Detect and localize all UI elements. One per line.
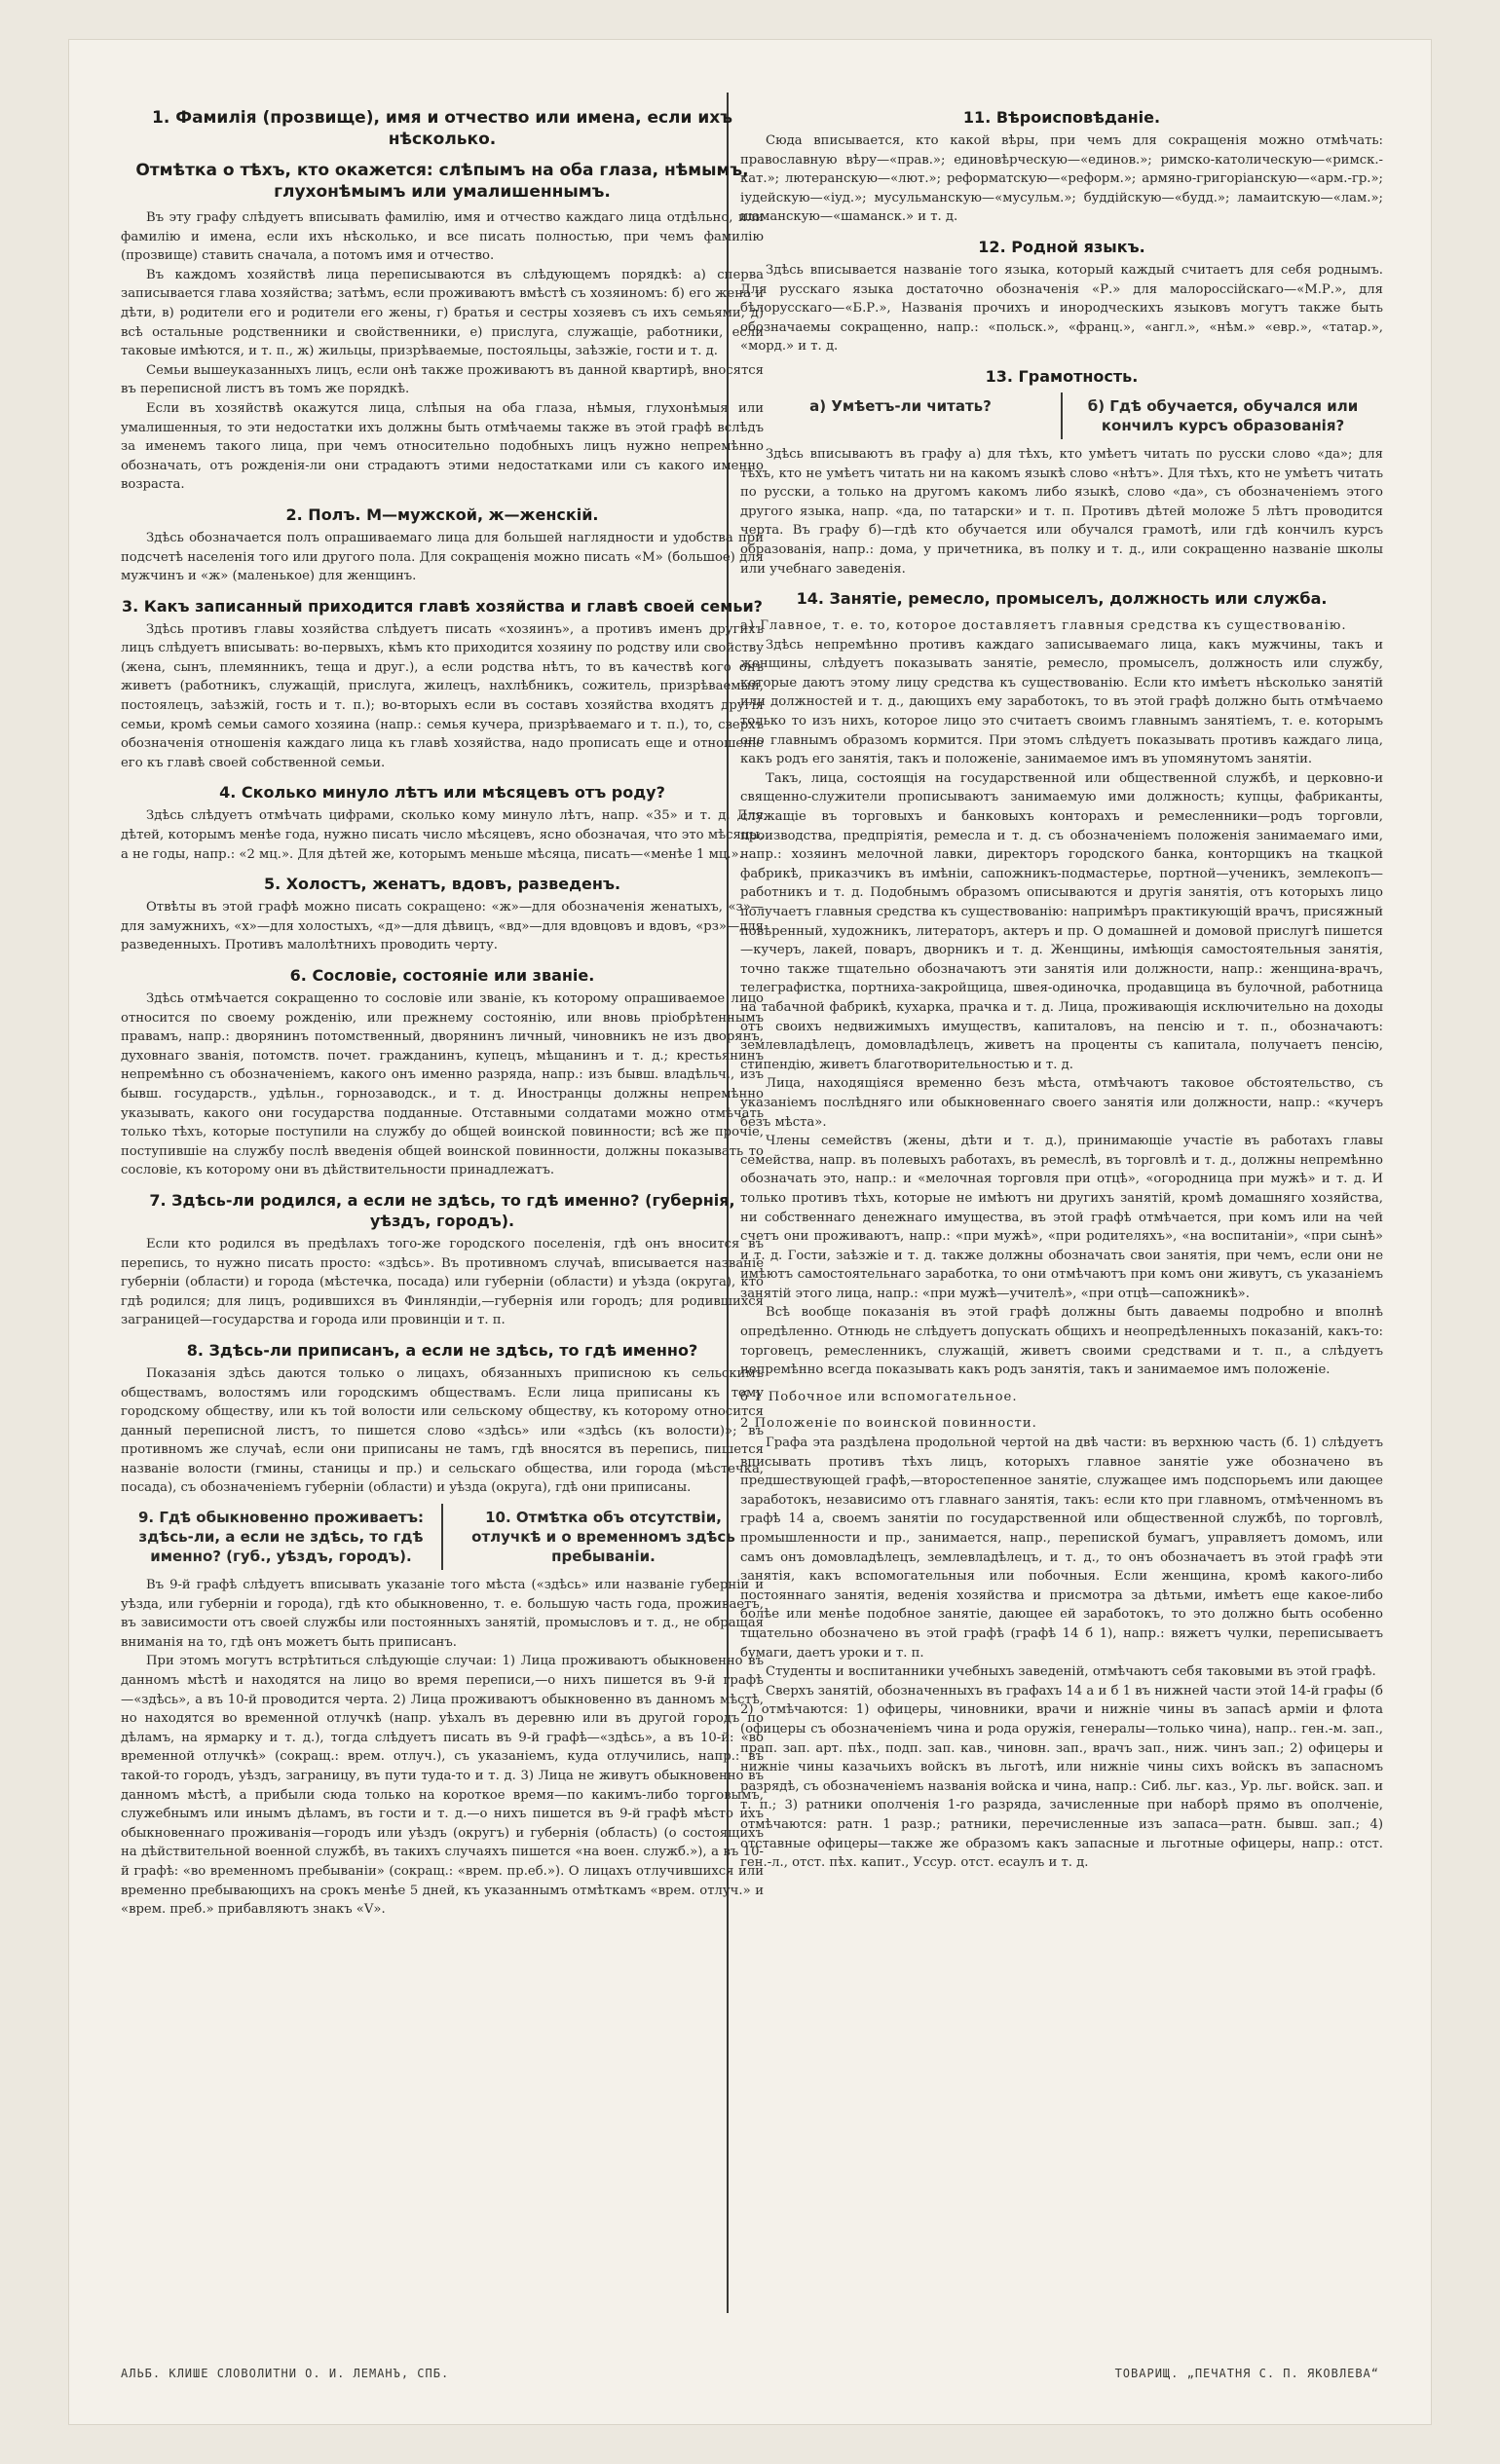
section-7-title: 7. Здѣсь-ли родился, а если не здѣсь, то гдѣ именно? (губернія, уѣздъ, городъ). xyxy=(149,1190,735,1230)
section-13a-label: а) Умѣетъ-ли читать? xyxy=(809,396,992,415)
left-column xyxy=(121,97,764,1920)
section-4-title: 4. Сколько минуло лѣтъ или мѣсяцевъ отъ роду? xyxy=(219,783,665,803)
section-14-para-1: Здѣсь непремѣнно противъ каждаго записываемаго лица, какъ мужчины, такъ и женщины, слѣдуетъ показывать занятіе, ремесло, промыселъ, должность или службу, которые даютъ этому лицу средства къ существованію. Если кто имѣетъ нѣсколько занятій или должностей и т. д., дающихъ ему заработокъ, то въ этой графѣ должно быть отмѣчаемо только то изъ нихъ, которое лицо это считаетъ своимъ главнымъ занятіемъ, т. е. которымъ оно главнымъ образомъ кормится. При этомъ слѣдуетъ показывать противъ каждаго лица, какъ родъ его занятія, такъ и положеніе, занимаемое имъ въ упомянутомъ занятіи. xyxy=(740,637,1383,767)
section-14b1-label: б 1 Побочное или вспомогательное. xyxy=(740,1389,1018,1404)
section-14-para-6: Графа эта раздѣлена продольной чертой на двѣ части: въ верхнюю часть (б. 1) слѣдуетъ вписывать противъ тѣхъ лицъ, которыхъ главное занятіе уже обозначено въ предшествующей графѣ,—второстепенное занятіе, служащее имъ подспорьемъ или дающее заработокъ, независимо отъ главнаго занятія, такъ: если кто при главномъ, отмѣченномъ въ графѣ 14 а, своемъ занятіи по государственной или общественной службѣ, по торговлѣ, промышленности и пр., занимается, напр., перепиской бумагъ, управляетъ домомъ, или самъ онъ домовладѣлецъ, землевладѣлецъ, и т. д., то онъ обозначаетъ въ этой графѣ эти занятія, какъ вспомогательныя или побочныя. Если женщина, кромѣ какого-либо постояннаго занятія, веденія хозяйства и присмотра за дѣтьми, имѣетъ еще какое-либо болѣе или менѣе подобное занятіе, дающее ей заработокъ, то это должно быть особенно тщательно обозначено въ этой графѣ (графѣ 14 б 1), напр.: вяжетъ чулки, переписываетъ бумаги, даетъ уроки и т. п. xyxy=(740,1436,1383,1661)
section-9-para-2: При этомъ могутъ встрѣтиться слѣдующіе случаи: 1) Лица проживаютъ обыкновенно въ данномъ мѣстѣ и находятся на лицо во время переписи,—о нихъ пишется въ 9-й графѣ—«здѣсь», а въ 10-й проводится черта. 2) Лица проживаютъ обыкновенно въ данномъ мѣстѣ, но находятся во временной отлучкѣ (напр. уѣхалъ въ деревню или въ другой городъ по дѣламъ, на ярмарку и т. д.), тогда слѣдуетъ писать въ 9-й графѣ—«здѣсь», а въ 10-й: «во временной отлучкѣ» (сокращ.: врем. отлуч.), съ указаніемъ, куда отлучились, напр.: въ такой-то городъ, уѣздъ, заграницу, въ пути туда-то и т. д. 3) Лица не живутъ обыкновенно въ данномъ мѣстѣ, а прибыли сюда только на короткое время—по какимъ-либо торговымъ, служебнымъ или инымъ дѣламъ, въ гости и т. д.—о нихъ пишется въ 9-й графѣ мѣсто ихъ обыкновеннаго проживанія—городъ или уѣздъ (округъ) и губернія (область) (о состоящихъ на дѣйствительной военной службѣ, въ такихъ случаяхъ пишется «на воен. служб.»), а въ 10-й графѣ: «во временномъ пребываніи» (сокращ.: «врем. пр.еб.»). О лицахъ отлучившихся или временно пребывающихъ на срокъ менѣе 5 дней, къ указаннымъ отмѣткамъ «врем. отлуч.» и «врем. преб.» прибавляютъ знакъ «V». xyxy=(121,1654,764,1918)
section-13-subheader xyxy=(740,392,1383,439)
section-11-title: 11. Вѣроисповѣданіе. xyxy=(962,108,1161,127)
section-6-title: 6. Сословіе, состояніе или званіе. xyxy=(289,966,595,985)
section-2-title: 2. Полъ. М—мужской, ж—женскій. xyxy=(285,504,599,524)
printer-imprint-left: АЛЬБ. КЛИШЕ СЛОВОЛИТНИ О. И. ЛЕМАНЪ, СПБ. xyxy=(121,2367,450,2380)
right-column xyxy=(740,97,1383,1873)
section-8-title: 8. Здѣсь-ли приписанъ, а если не здѣсь, то гдѣ именно? xyxy=(186,1340,698,1360)
section-9-title: 9. Гдѣ обыкновенно проживаетъ: здѣсь-ли, а если не здѣсь, то гдѣ именно? (губ., уѣздъ, городъ). xyxy=(138,1509,424,1566)
section-13-title: 13. Грамотность. xyxy=(985,366,1139,386)
section-12-para-1: Здѣсь вписывается названіе того языка, который каждый считаетъ для себя роднымъ. Для русскаго языка достаточно обозначенія «Р.» для малороссійскаго—«М.Р.», для бѣлорусскаго—«Б.Р.», Названія прочихъ и инородческихъ языковъ могутъ также быть обозначаемы сокращенно, напр.: «польск.», «франц.», «англ.», «нѣм.» «евр.», «татар.», «морд.» и т. д. xyxy=(740,262,1383,355)
section-5-para-1: Отвѣты въ этой графѣ можно писать сокращено: «ж»—для обозначенія женатыхъ, «з»—для замужнихъ, «х»—для холостыхъ, «д»—для дѣвицъ, «вд»—для вдовцовъ и вдовъ, «рз»—для разведенныхъ. Противъ малолѣтнихъ проводить черту. xyxy=(121,900,764,953)
section-1-para-4: Если въ хозяйствѣ окажутся лица, слѣпыя на оба глаза, нѣмыя, глухонѣмыя или умалишенныя, то эти недостатки ихъ должны быть отмѣчаемы также въ этой графѣ вслѣдъ за именемъ такого лица, при чемъ относительно подобныхъ лицъ нужно непремѣнно обозначать, отъ рожденія-ли они страдаютъ этими недостатками или съ какого именно возраста. xyxy=(121,400,764,493)
section-14-para-3: Лица, находящіяся временно безъ мѣста, отмѣчаютъ таковое обстоятельство, съ указаніемъ послѣдняго или обыкновеннаго своего занятія или должности, напр.: «кучеръ безъ мѣста». xyxy=(740,1076,1383,1130)
section-13-para-1: Здѣсь вписываютъ въ графу а) для тѣхъ, кто умѣетъ читать по русски слово «да»; для тѣхъ, кто не умѣетъ читать ни на какомъ языкѣ слово «нѣтъ». Для тѣхъ, кто не умѣетъ читать по русски, а только на другомъ какомъ либо языкѣ, слово «да», съ обозначеніемъ этого другого языка, напр. «да, по татарски» и т. п. Противъ дѣтей моложе 5 лѣтъ проводится черта. Въ графу б)—гдѣ кто обучается или обучался грамотѣ, или гдѣ кончилъ курсъ образованія, напр.: дома, у причетника, въ полку и т. д., или сокращенно названіе школы или учебнаго заведенія. xyxy=(740,446,1383,577)
section-1-para-3: Семьи вышеуказанныхъ лицъ, если онѣ также проживаютъ въ данной квартирѣ, вносятся въ переписной листъ въ томъ же порядкѣ. xyxy=(121,362,764,397)
section-11-para-1: Сюда вписывается, кто какой вѣры, при чемъ для сокращенія можно отмѣчать: православную вѣру—«прав.»; единовѣрческую—«единов.»; римско-католическую—«римск.-кат.»; лютеранскую—«лют.»; реформатскую—«реформ.»; армяно-григоріанскую—«арм.-гр.»; іудейскую—«іуд.»; мусульманскую—«мусульм.»; буддійскую—«будд.»; ламаитскую—«лам.»; шаманскую—«шаманск.» и т. д. xyxy=(740,133,1383,225)
section-9-10-header xyxy=(121,1504,764,1570)
section-10-title: 10. Отмѣтка объ отсутствіи, отлучкѣ и о временномъ здѣсь пребываніи. xyxy=(441,1504,764,1570)
section-1-para-1: Въ эту графу слѣдуетъ вписывать фамилію, имя и отчество каждаго лица отдѣльно, или фамилію и имена, если ихъ нѣсколько, и все писать полностью, при чемъ фамилію (прозвище) ставить сначала, а потомъ имя и отчество. xyxy=(121,210,764,264)
section-14-title: 14. Занятіе, ремесло, промыселъ, должность или служба. xyxy=(796,589,1328,609)
section-1-note: Отмѣтка о тѣхъ, кто окажется: слѣпымъ на оба глаза, нѣмымъ, глухонѣмымъ или умалишеннымъ. xyxy=(135,161,749,202)
section-14-para-2: Такъ, лица, состоящія на государственной или общественной службѣ, и церковно-и священно-служители прописываютъ занимаемую ими должность; купцы, фабриканты, служащіе въ торговыхъ и банковыхъ конторахъ и ремесленники—родъ торговли, производства, предпріятія, ремесла и т. д. съ обозначеніемъ положенія занимаемаго ими, напр.: хозяинъ мелочной лавки, директоръ городского банка, конторщикъ на ткацкой фабрикѣ, приказчикъ въ имѣніи, сапожникъ-подмастерье, портной—ученикъ, землекопъ—работникъ и т. д. Подобнымъ образомъ описываются и другія занятія, отъ которыхъ лицо получаетъ главныя средства къ существованію: напримѣръ практикующій врачъ, присяжный повѣренный, художникъ, литераторъ, актеръ и пр. О домашней и домовой прислугѣ пишется—кучеръ, лакей, поваръ, дворникъ и т. д. Женщины, имѣющія самостоятельныя занятія, точно также тщательно обозначаютъ эти занятія или должности, напр.: женщина-врачъ, телеграфистка, портниха-закройщица, швея-одиночка, продавщица въ булочной, работница на табачной фабрикѣ, кухарка, прачка и т. д. Лица, проживающія исключительно на доходы отъ своихъ недвижимыхъ имуществъ, капиталовъ, на пенсію и т. п., обозначаютъ: землевладѣлецъ, домовладѣлецъ, живетъ на проценты съ капитала, получаетъ пенсію, стипендію, живетъ благотворительностью и т. д. xyxy=(740,770,1383,1072)
section-1-title: 1. Фамилія (прозвище), имя и отчество или имена, если ихъ нѣсколько. xyxy=(152,108,732,149)
section-14-para-5: Всѣ вообще показанія въ этой графѣ должны быть даваемы подробно и вполнѣ опредѣленно. Отнюдь не слѣдуетъ допускать общихъ и неопредѣленныхъ показаній, какъ-то: торговецъ, ремесленникъ, служащій, живетъ своими средствами и т. п., а слѣдуетъ непремѣнно всегда показывать какъ родъ занятія, такъ и занимаемое имъ положеніе. xyxy=(740,1305,1383,1378)
section-3-para-1: Здѣсь противъ главы хозяйства слѣдуетъ писать «хозяинъ», а противъ именъ другихъ лицъ слѣдуетъ вписывать: во-первыхъ, кѣмъ кто приходится хозяину по родству или свойству (жена, сынъ, племянникъ, теща и друг.), а если родства нѣтъ, то въ качествѣ кого онъ живетъ (работникъ, служащій, прислуга, жилецъ, нахлѣбникъ, сожитель, призрѣваемый, постоялецъ, заѣзжій, гость и т. п.); во-вторыхъ если въ составъ хозяйства входятъ другія семьи, кромѣ семьи самого хозяина (напр.: семья кучера, призрѣваемаго и т. п.), то, сверхъ обозначенія отношенія каждаго лица къ главѣ хозяйства, надо прописать еще и отношеніе его къ главѣ своей собственной семьи. xyxy=(121,621,764,770)
section-12-title: 12. Родной языкъ. xyxy=(978,237,1145,256)
section-6-para-1: Здѣсь отмѣчается сокращенно то сословіе или званіе, къ которому опрашиваемое лицо относится по своему рожденію, или прежнему состоянію, или вновь пріобрѣтеннымъ правамъ, напр.: дворянинъ потомственный, дворянинъ личный, чиновникъ не изъ дворянъ, духовнаго званія, потомств. почет. гражданинъ, купецъ, мѣщанинъ и т. д.; крестьянинъ непремѣнно съ обозначеніемъ, какого онъ именно разряда, напр.: изъ бывш. владѣльч., изъ бывш. государств., удѣльн., горнозаводск., и т. д. Иностранцы должны непремѣнно указывать, какого они государства подданные. Отставными солдатами можно отмѣчать только тѣхъ, которые поступили на службу до общей воинской повинности; всѣ же прочіе, поступившіе на службу послѣ введенія общей воинской повинности, должны показывать то сословіе, къ которому они въ дѣйствительности принадлежатъ. xyxy=(121,991,764,1178)
section-1-para-2: Въ каждомъ хозяйствѣ лица переписываются въ слѣдующемъ порядкѣ: а) сперва записывается глава хозяйства; затѣмъ, если проживаютъ вмѣстѣ съ хозяиномъ: б) его жена и дѣти, в) родители его и родители его жены, г) братья и сестры хозяевъ съ ихъ семьями, д) всѣ остальные родственники и свойственники, е) прислуга, служащіе, работники, если таковые имѣются, и т. п., ж) жильцы, призрѣваемые, постояльцы, заѣзжіе, гости и т. д. xyxy=(121,267,764,359)
section-14-para-7: Студенты и воспитанники учебныхъ заведеній, отмѣчаютъ себя таковыми въ этой графѣ. xyxy=(766,1664,1376,1680)
section-5-title: 5. Холостъ, женатъ, вдовъ, разведенъ. xyxy=(263,875,621,894)
section-4-para-1: Здѣсь слѣдуетъ отмѣчать цифрами, сколько кому минуло лѣтъ, напр. «35» и т. д. Для дѣтей, которымъ менѣе года, нужно писать число мѣсяцевъ, ясно обозначая, что это мѣсяцы, а не годы, напр.: «2 мц.». Для дѣтей же, которымъ меньше мѣсяца, писать—«менѣе 1 мц.». xyxy=(121,808,764,862)
section-8-para-1: Показанія здѣсь даются только о лицахъ, обязанныхъ приписною къ сельскимъ обществамъ, волостямъ или городскимъ обществамъ. Если лица приписаны къ тому городскому обществу, или къ той волости или сельскому обществу, къ которому относится данный переписной листъ, то пишется слово «здѣсь» или «здѣсь (къ волости)»; въ противномъ же случаѣ, если они приписаны не тамъ, гдѣ вносятся въ перепись, пишется названіе волости (гмины, станицы и пр.) и сельскаго общества, или города (мѣстечка, посада), съ обозначеніемъ губерніи (области) и уѣзда (округа), гдѣ они приписаны. xyxy=(121,1365,764,1496)
printer-imprint-right: ТОВАРИЩ. „ПЕЧАТНЯ С. П. ЯКОВЛЕВА“ xyxy=(1114,2367,1379,2380)
section-7-para-1: Если кто родился въ предѣлахъ того-же городского поселенія, гдѣ онъ вносится въ перепись, то нужно писать просто: «здѣсь». Въ противномъ случаѣ, вписывается названіе губерніи (области) и города (мѣстечка, посада) или губерніи (области) и уѣзда (округа), кто гдѣ родился; для лицъ, родившихся въ Финляндіи,—губернія или городъ; для родившихся заграницей—государства и города или провинціи и т. п. xyxy=(121,1236,764,1328)
section-3-title: 3. Какъ записанный приходится главѣ хозяйства и главѣ своей семьи? xyxy=(122,596,763,616)
section-13b-label: б) Гдѣ обучается, обучался или кончилъ курсъ образованія? xyxy=(1061,392,1383,439)
census-instruction-sheet xyxy=(68,39,1432,2425)
section-14b2-label: 2 Положеніе по воинской повинности. xyxy=(740,1416,1037,1432)
section-14-para-8: Сверхъ занятій, обозначенныхъ въ графахъ 14 а и б 1 въ нижней части этой 14-й графы (б 2) отмѣчаются: 1) офицеры, чиновники, врачи и нижніе чины въ запасѣ арміи и флота (офицеры съ обозначеніемъ чина и рода оружія, генералы—только чина), напр.. ген.-м. зап., прап. зап. арт. пѣх., подп. зап. кав., чиновн. зап., врачъ зап., ниж. чинъ зап.; 2) офицеры и нижніе чины казачьихъ войскъ въ льготѣ, или нижніе чины сихъ войскъ въ запасномъ разрядѣ, съ обозначеніемъ названія войска и чина, напр.: Сиб. льг. каз., Ур. льг. войск. зап. и т. п.; 3) ратники ополченія 1-го разряда, зачисленные при наборѣ прямо въ ополченіе, отмѣчаются: ратн. 1 разр.; ратники, перечисленные изъ запаса—ратн. бывш. зап.; 4) отставные офицеры—также же образомъ какъ запасные и льготные офицеры, напр.: отст. ген.-л., отст. пѣх. капит., Уссур. отст. есаулъ и т. д. xyxy=(740,1683,1383,1871)
section-9-para-1: Въ 9-й графѣ слѣдуетъ вписывать указаніе того мѣста («здѣсь» или названіе губерніи и уѣзда, или губерніи и города), гдѣ кто обыкновенно, т. е. большую часть года, проживаетъ, въ зависимости отъ своей службы или постоянныхъ занятій, промысловъ и т. д., не обращая вниманія на то, гдѣ онъ можетъ быть приписанъ. xyxy=(121,1578,764,1650)
section-2-para-1: Здѣсь обозначается полъ опрашиваемаго лица для большей наглядности и удобства при подсчетѣ населенія того или другого пола. Для сокращенія можно писать «М» (большое) для мужчинъ и «ж» (маленькое) для женщинъ. xyxy=(121,530,764,584)
section-14a-label: а) Главное, т. е. то, которое доставляетъ главныя средства къ существованію. xyxy=(740,618,1347,634)
section-14-para-4: Члены семействъ (жены, дѣти и т. д.), принимающіе участіе въ работахъ главы семейства, напр. въ полевыхъ работахъ, въ ремеслѣ, въ торговлѣ и т. д., должны непремѣнно обозначать это, напр.: и «мелочная торговля при отцѣ», «огородница при мужѣ» и т. д. И только противъ тѣхъ, которые не имѣютъ ни другихъ занятій, кромѣ домашняго хозяйства, ни собственнаго денежнаго имущества, въ этой графѣ отмѣчается, при комъ или на чей счетъ они проживаютъ, напр.: «при мужѣ», «при родителяхъ», «на воспитаніи», «при сынѣ» и т. д. Гости, заѣзжіе и т. д. также должны обозначать свои занятія, при чемъ, если они не имѣютъ самостоятельнаго заработка, то они отмѣчаютъ при комъ они живутъ, съ указаніемъ занятій этого лица, напр.: «при мужѣ—учителѣ», «при отцѣ—сапожникѣ». xyxy=(740,1134,1383,1301)
